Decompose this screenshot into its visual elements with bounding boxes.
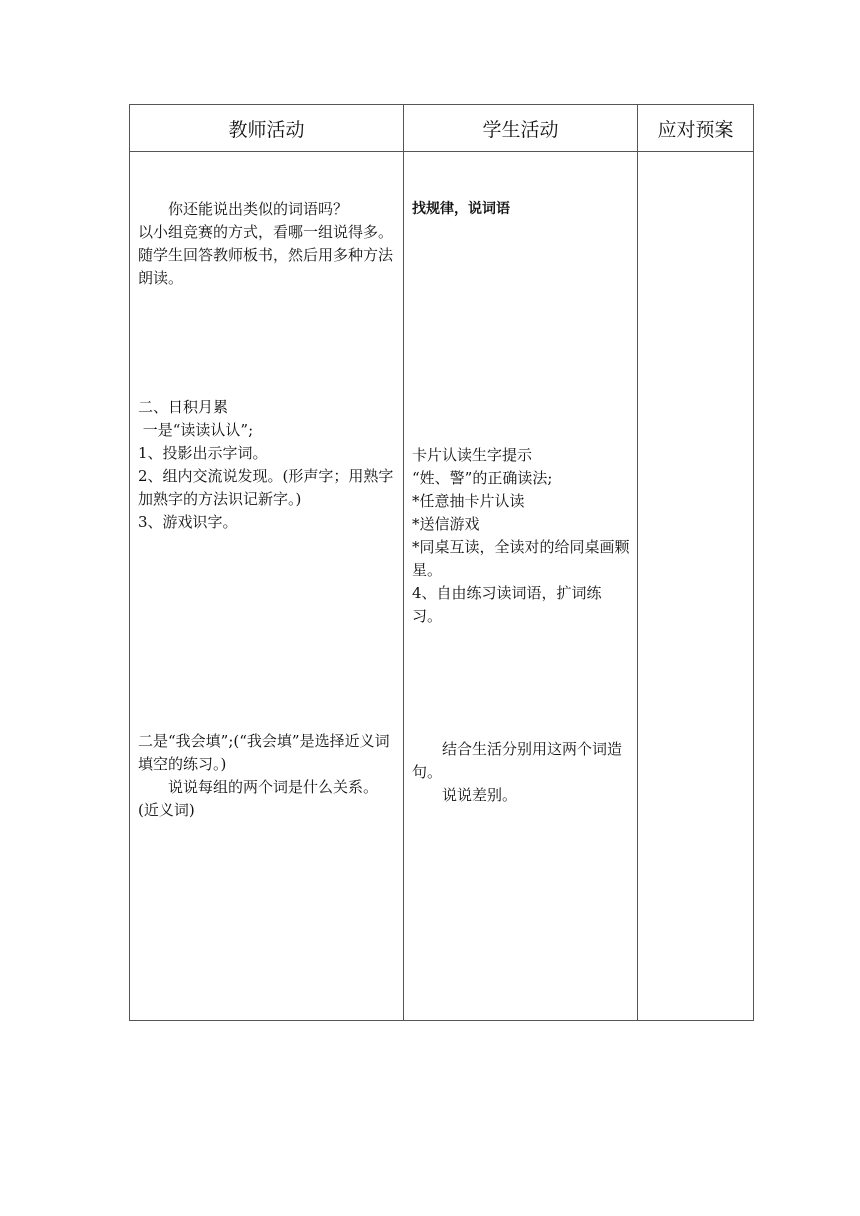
student-text: *同桌互读，全读对的给同桌画颗星。 bbox=[412, 538, 630, 579]
teacher-block-daily-accumulation bbox=[138, 396, 397, 534]
student-text: 结合生活分别用这两个词造句。 bbox=[412, 740, 623, 781]
teacher-block-fill-in bbox=[138, 730, 397, 822]
teacher-text: 2、组内交流说发现。(形声字；用熟字加熟字的方法识记新字。) bbox=[138, 467, 394, 508]
student-text: 卡片认读生字提示 bbox=[412, 446, 533, 464]
content-row bbox=[130, 152, 754, 1021]
student-text: 说说差别。 bbox=[442, 786, 518, 804]
teacher-text: 1、投影出示字词。 bbox=[138, 444, 268, 462]
teacher-text: 说说每组的两个词是什么关系。(近义词) bbox=[138, 778, 379, 819]
header-contingency-plan: 应对预案 bbox=[638, 105, 754, 152]
header-student-activity: 学生活动 bbox=[404, 105, 638, 152]
teacher-text: 一是“读读认认”; bbox=[138, 421, 254, 439]
student-activity-cell bbox=[404, 152, 638, 1021]
student-text: 4、自由练习读词语，扩词练习。 bbox=[412, 584, 602, 625]
student-text: *送信游戏 bbox=[412, 515, 480, 533]
teacher-text: 二、日积月累 bbox=[138, 398, 229, 416]
student-block-find-pattern bbox=[412, 198, 631, 221]
lesson-plan-table bbox=[129, 104, 754, 1021]
contingency-plan-cell bbox=[638, 152, 754, 1021]
header-row bbox=[130, 105, 754, 152]
student-block-make-sentences bbox=[412, 738, 631, 807]
teacher-text: 二是“我会填”;(“我会填”是选择近义词填空的练习。) bbox=[138, 732, 390, 773]
student-text: 找规律，说词语 bbox=[412, 201, 510, 217]
header-teacher-activity: 教师活动 bbox=[130, 105, 404, 152]
teacher-block-similar-words bbox=[138, 198, 397, 290]
teacher-text: 你还能说出类似的词语吗？ bbox=[168, 200, 349, 218]
teacher-activity-cell bbox=[130, 152, 404, 1021]
student-text: *任意抽卡片认读 bbox=[412, 492, 525, 510]
teacher-text: 随学生回答教师板书，然后用多种方法朗读。 bbox=[138, 246, 394, 287]
teacher-text: 以小组竞赛的方式，看哪一组说得多。 bbox=[138, 223, 394, 241]
student-text: “姓、警”的正确读法; bbox=[412, 469, 553, 487]
teacher-text: 3、游戏识字。 bbox=[138, 513, 238, 531]
student-block-card-reading bbox=[412, 444, 631, 628]
